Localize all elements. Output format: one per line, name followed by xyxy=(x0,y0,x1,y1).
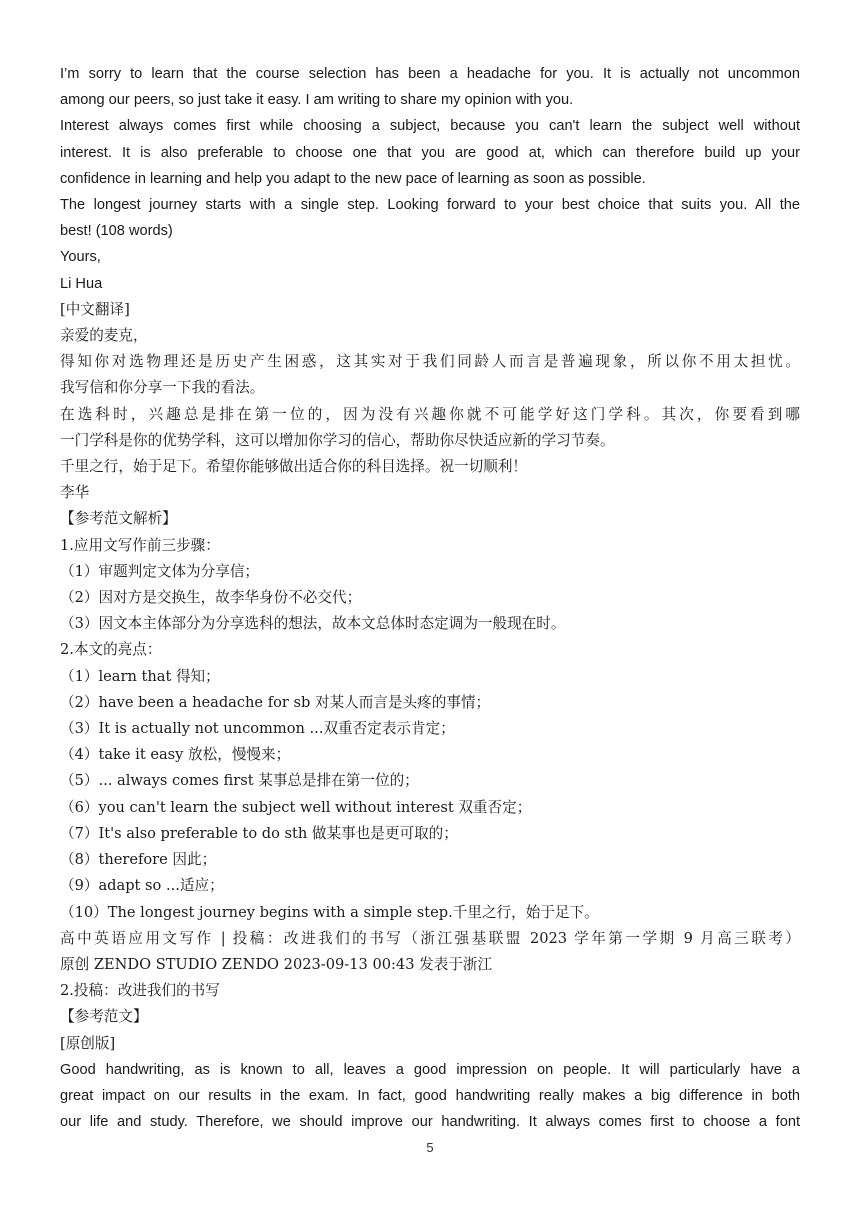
section-heading: 2.投稿：改进我们的书写 xyxy=(60,982,220,1000)
text-line: The longest journey starts with a single step. Looking forward to your best choice that suits you. All the xyxy=(60,197,800,214)
text-line: interest. It is also preferable to choose one that you are good at, which can therefore build up your xyxy=(60,144,800,161)
article-title: 高中英语应用文写作 | 投稿：改进我们的书写（浙江强基联盟 2023 学年第一学期 9 月高三联考） xyxy=(60,929,800,947)
list-item: （2）因对方是交换生，故李华身份不必交代； xyxy=(60,589,362,607)
list-item: （10）The longest journey begins with a simple step.千里之行，始于足下。 xyxy=(60,903,599,921)
list-item: （1）审题判定文体为分享信； xyxy=(60,562,260,580)
section-heading: 【参考范文】 xyxy=(60,1008,148,1026)
list-item: （8）therefore 因此； xyxy=(60,851,217,869)
section-heading: [原创版] xyxy=(60,1034,116,1052)
text-line: our life and study. Therefore, we should improve our handwriting. It always comes first to choose a font xyxy=(60,1114,800,1131)
list-item: （1）learn that 得知； xyxy=(60,667,220,685)
text-line: great impact on our results in the exam. In fact, good handwriting really makes a big difference in both xyxy=(60,1087,800,1104)
list-item: （5）... always comes first 某事总是排在第一位的； xyxy=(60,772,419,790)
section-heading: 【参考范文解析】 xyxy=(60,510,177,528)
text-line: 一门学科是你的优势学科，这可以增加你学习的信心，帮助你尽快适应新的学习节奏。 xyxy=(60,431,615,449)
text-line: among our peers, so just take it easy. I am writing to share my opinion with you. xyxy=(60,92,574,109)
list-item: （3）因文本主体部分为分享选科的想法，故本文总体时态定调为一般现在时。 xyxy=(60,615,566,633)
document-body xyxy=(60,61,800,1135)
text-line: 亲爱的麦克， xyxy=(60,327,148,345)
signature-line: 李华 xyxy=(60,484,90,502)
list-item: （4）take it easy 放松，慢慢来； xyxy=(60,746,291,764)
list-item: （3）It is actually not uncommon ...双重否定表示肯定； xyxy=(60,720,455,738)
list-item: （9）adapt so ...适应； xyxy=(60,877,224,895)
list-item: （6）you can't learn the subject well without interest 双重否定； xyxy=(60,798,532,816)
signoff-line: Yours, xyxy=(60,249,101,266)
text-line: 我写信和你分享一下我的看法。 xyxy=(60,379,265,397)
list-item: （2）have been a headache for sb 对某人而言是头疼的事情； xyxy=(60,693,491,711)
text-line: best! (108 words) xyxy=(60,223,173,240)
text-line: I’m sorry to learn that the course selection has been a headache for you. It is actually not uncommon xyxy=(60,66,800,82)
text-line: Good handwriting, as is known to all, leaves a good impression on people. It will particularly have a xyxy=(60,1061,800,1078)
page-number: 5 xyxy=(426,1140,434,1155)
article-meta: 原创 ZENDO STUDIO ZENDO 2023-09-13 00:43 发表于浙江 xyxy=(60,955,493,973)
text-line: Interest always comes first while choosing a subject, because you can't learn the subject well without xyxy=(60,118,800,135)
text-line: confidence in learning and help you adapt to the new pace of learning as soon as possible. xyxy=(60,170,646,187)
list-heading: 1.应用文写作前三步骤： xyxy=(60,536,220,554)
text-line: 在选科时，兴趣总是排在第一位的，因为没有兴趣你就不可能学好这门学科。其次，你要看到哪 xyxy=(60,405,800,423)
signature-line: Li Hua xyxy=(60,275,103,292)
text-line: 千里之行，始于足下。希望你能够做出适合你的科目选择。祝一切顺利！ xyxy=(60,458,528,476)
section-heading: [中文翻译] xyxy=(60,300,130,318)
list-item: （7）It's also preferable to do sth 做某事也是更可取的； xyxy=(60,824,458,842)
list-heading: 2.本文的亮点： xyxy=(60,641,162,659)
text-line: 得知你对选物理还是历史产生困惑，这其实对于我们同龄人而言是普遍现象，所以你不用太担忧。 xyxy=(60,353,800,371)
